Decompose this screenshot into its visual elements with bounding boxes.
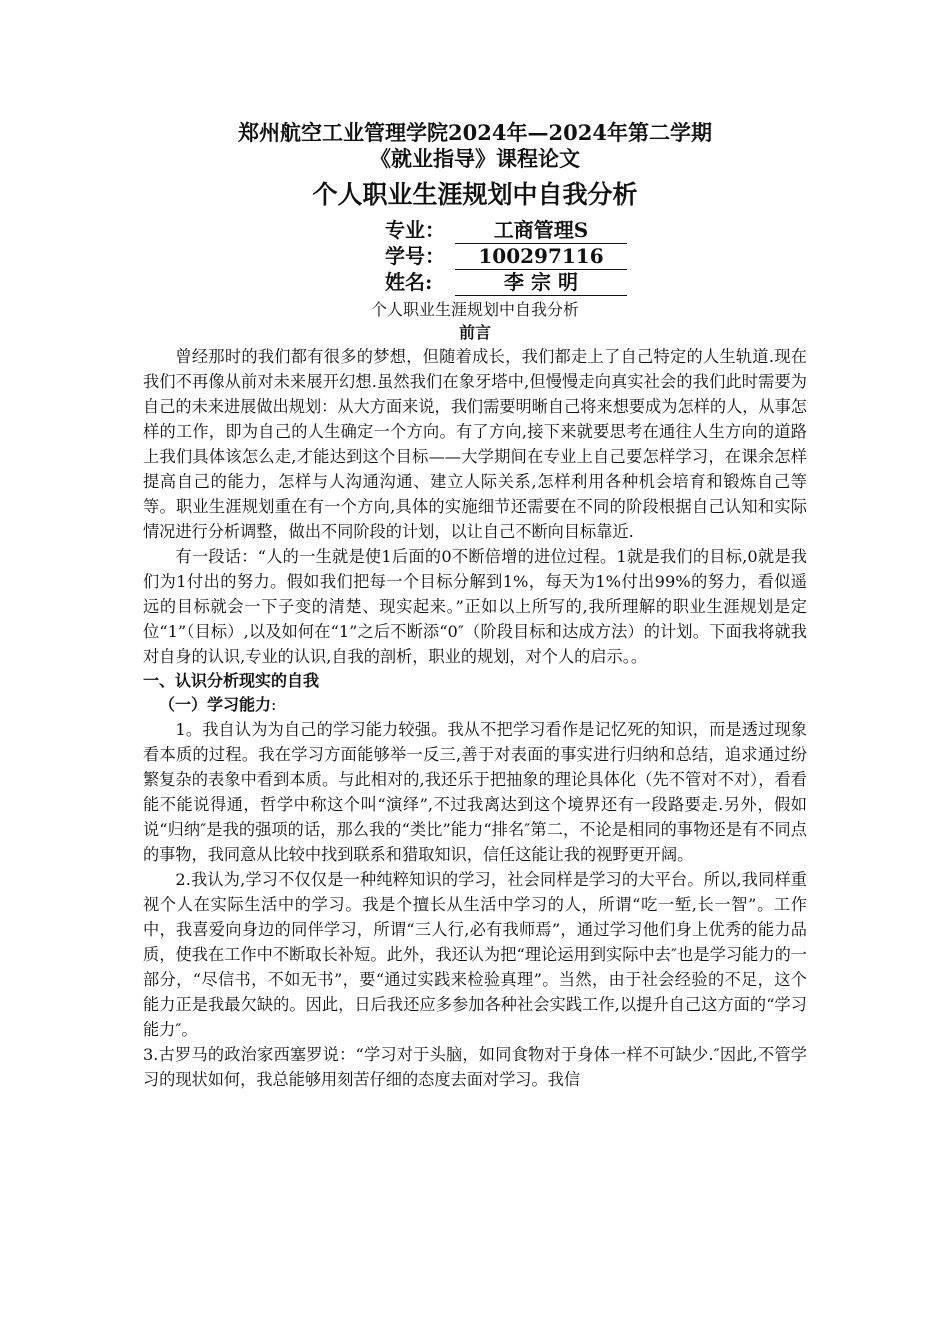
- name-row: [385, 270, 807, 296]
- name-label: 姓名:: [385, 270, 433, 294]
- body-paragraph-3: 3.古罗马的政治家西塞罗说：“学习对于头脑，如同食物对于身体一样不可缺少.″因此,不管学习的现状如何，我总能够用刻苦仔细的态度去面对学习。我信: [143, 1045, 807, 1089]
- subsection-colon: :: [271, 695, 277, 714]
- document-page: [143, 120, 807, 1092]
- major-row: [385, 218, 807, 244]
- author-info: [143, 218, 807, 296]
- body-paragraph-1: 1。我自认为为自己的学习能力较强。我从不把学习看作是记忆死的知识，而是透过现象看本质的过程。我在学习方面能够举一反三,善于对表面的事实进行归纳和总结，追求通过纷繁复杂的表象中看到本质。与此相对的,我还乐于把抽象的理论具体化（先不管对不对），看看能不能说得通，哲学中称这个叫“演绎”,不过我离达到这个境界还有一段路要走.另外，假如说“归纳″是我的强项的话，那么我的“类比”能力“排名″第二，不论是相同的事物还是有不同点的事物，我同意从比较中找到联系和猎取知识，信任这能让我的视野更开阔。: [143, 720, 807, 864]
- student-id-value: 100297116: [455, 244, 627, 270]
- school-term-heading: 郑州航空工业管理学院2024年—2024年第二学期: [238, 120, 712, 145]
- body-paragraph-2: 2.我认为,学习不仅仅是一种纯粹知识的学习，社会同样是学习的大平台。所以,我同样重视个人在实际生活中的学习。我是个擅长从生活中学习的人，所谓“吃一堑,长一智”。工作中，我喜爱向身边的同伴学习，所谓“三人行,必有我师焉”，通过学习他们身上优秀的能力品质，使我在工作中不断取长补短。此外，我还认为把“理论运用到实际中去″也是学习能力的一部分，“尽信书，不如无书”，要“通过实践来检验真理”。当然，由于社会经验的不足，这个能力正是我最欠缺的。因此，日后我还应多参加各种社会实践工作,以提升自己这方面的“学习能力″。: [143, 870, 807, 1039]
- preface-paragraph-1: 曾经那时的我们都有很多的梦想，但随着成长，我们都走上了自己特定的人生轨道.现在我们不再像从前对未来展开幻想.虽然我们在象牙塔中,但慢慢走向真实社会的我们此时需要为自己的未来进展做出规划：从大方面来说，我们需要明晰自己将来想要成为怎样的人，从事怎样的工作，即为自己的人生确定一个方向。有了方向,接下来就要思考在通往人生方向的道路上我们具体该怎么走,才能达到这个目标——大学期间在专业上自己要怎样学习，在课余怎样提高自己的能力，怎样与人沟通沟通、建立人际关系,怎样利用各种机会培育和锻炼自己等等。职业生涯规划重在有一个方向,具体的实施细节还需要在不同的阶段根据自己认知和实际情况进行分析调整，做出不同阶段的计划，以让自己不断向目标靠近.: [143, 347, 807, 541]
- student-id-row: [385, 244, 807, 270]
- major-label: 专业：: [385, 218, 445, 242]
- major-value: 工商管理S: [455, 218, 627, 244]
- subsection-title: （一）学习能力: [159, 695, 272, 714]
- paper-subtitle: 个人职业生涯规划中自我分析: [370, 300, 579, 319]
- name-value: 李 宗 明: [455, 270, 627, 296]
- preface-heading: 前言: [458, 323, 491, 342]
- subsection-heading-learning: [143, 693, 807, 717]
- paper-title: 个人职业生涯规划中自我分析: [312, 180, 638, 209]
- section-heading-1: 一、认识分析现实的自我: [143, 671, 320, 690]
- preface-paragraph-2: 有一段话：“人的一生就是使1后面的0不断倍增的进位过程。1就是我们的目标,0就是我们为1付出的努力。假如我们把每一个目标分解到1%，每天为1%付出99%的努力，看似遥远的目标就会一下子变的清楚、现实起来。”正如以上所写的,我所理解的职业生涯规划是定位“1”（目标）,以及如何在“1”之后不断添“0″（阶段目标和达成方法）的计划。下面我将就我对自身的认识,专业的认识,自我的剖析，职业的规划，对个人的启示。。: [143, 547, 807, 666]
- student-id-label: 学号：: [385, 244, 445, 268]
- course-heading: 《就业指导》课程论文: [370, 146, 580, 171]
